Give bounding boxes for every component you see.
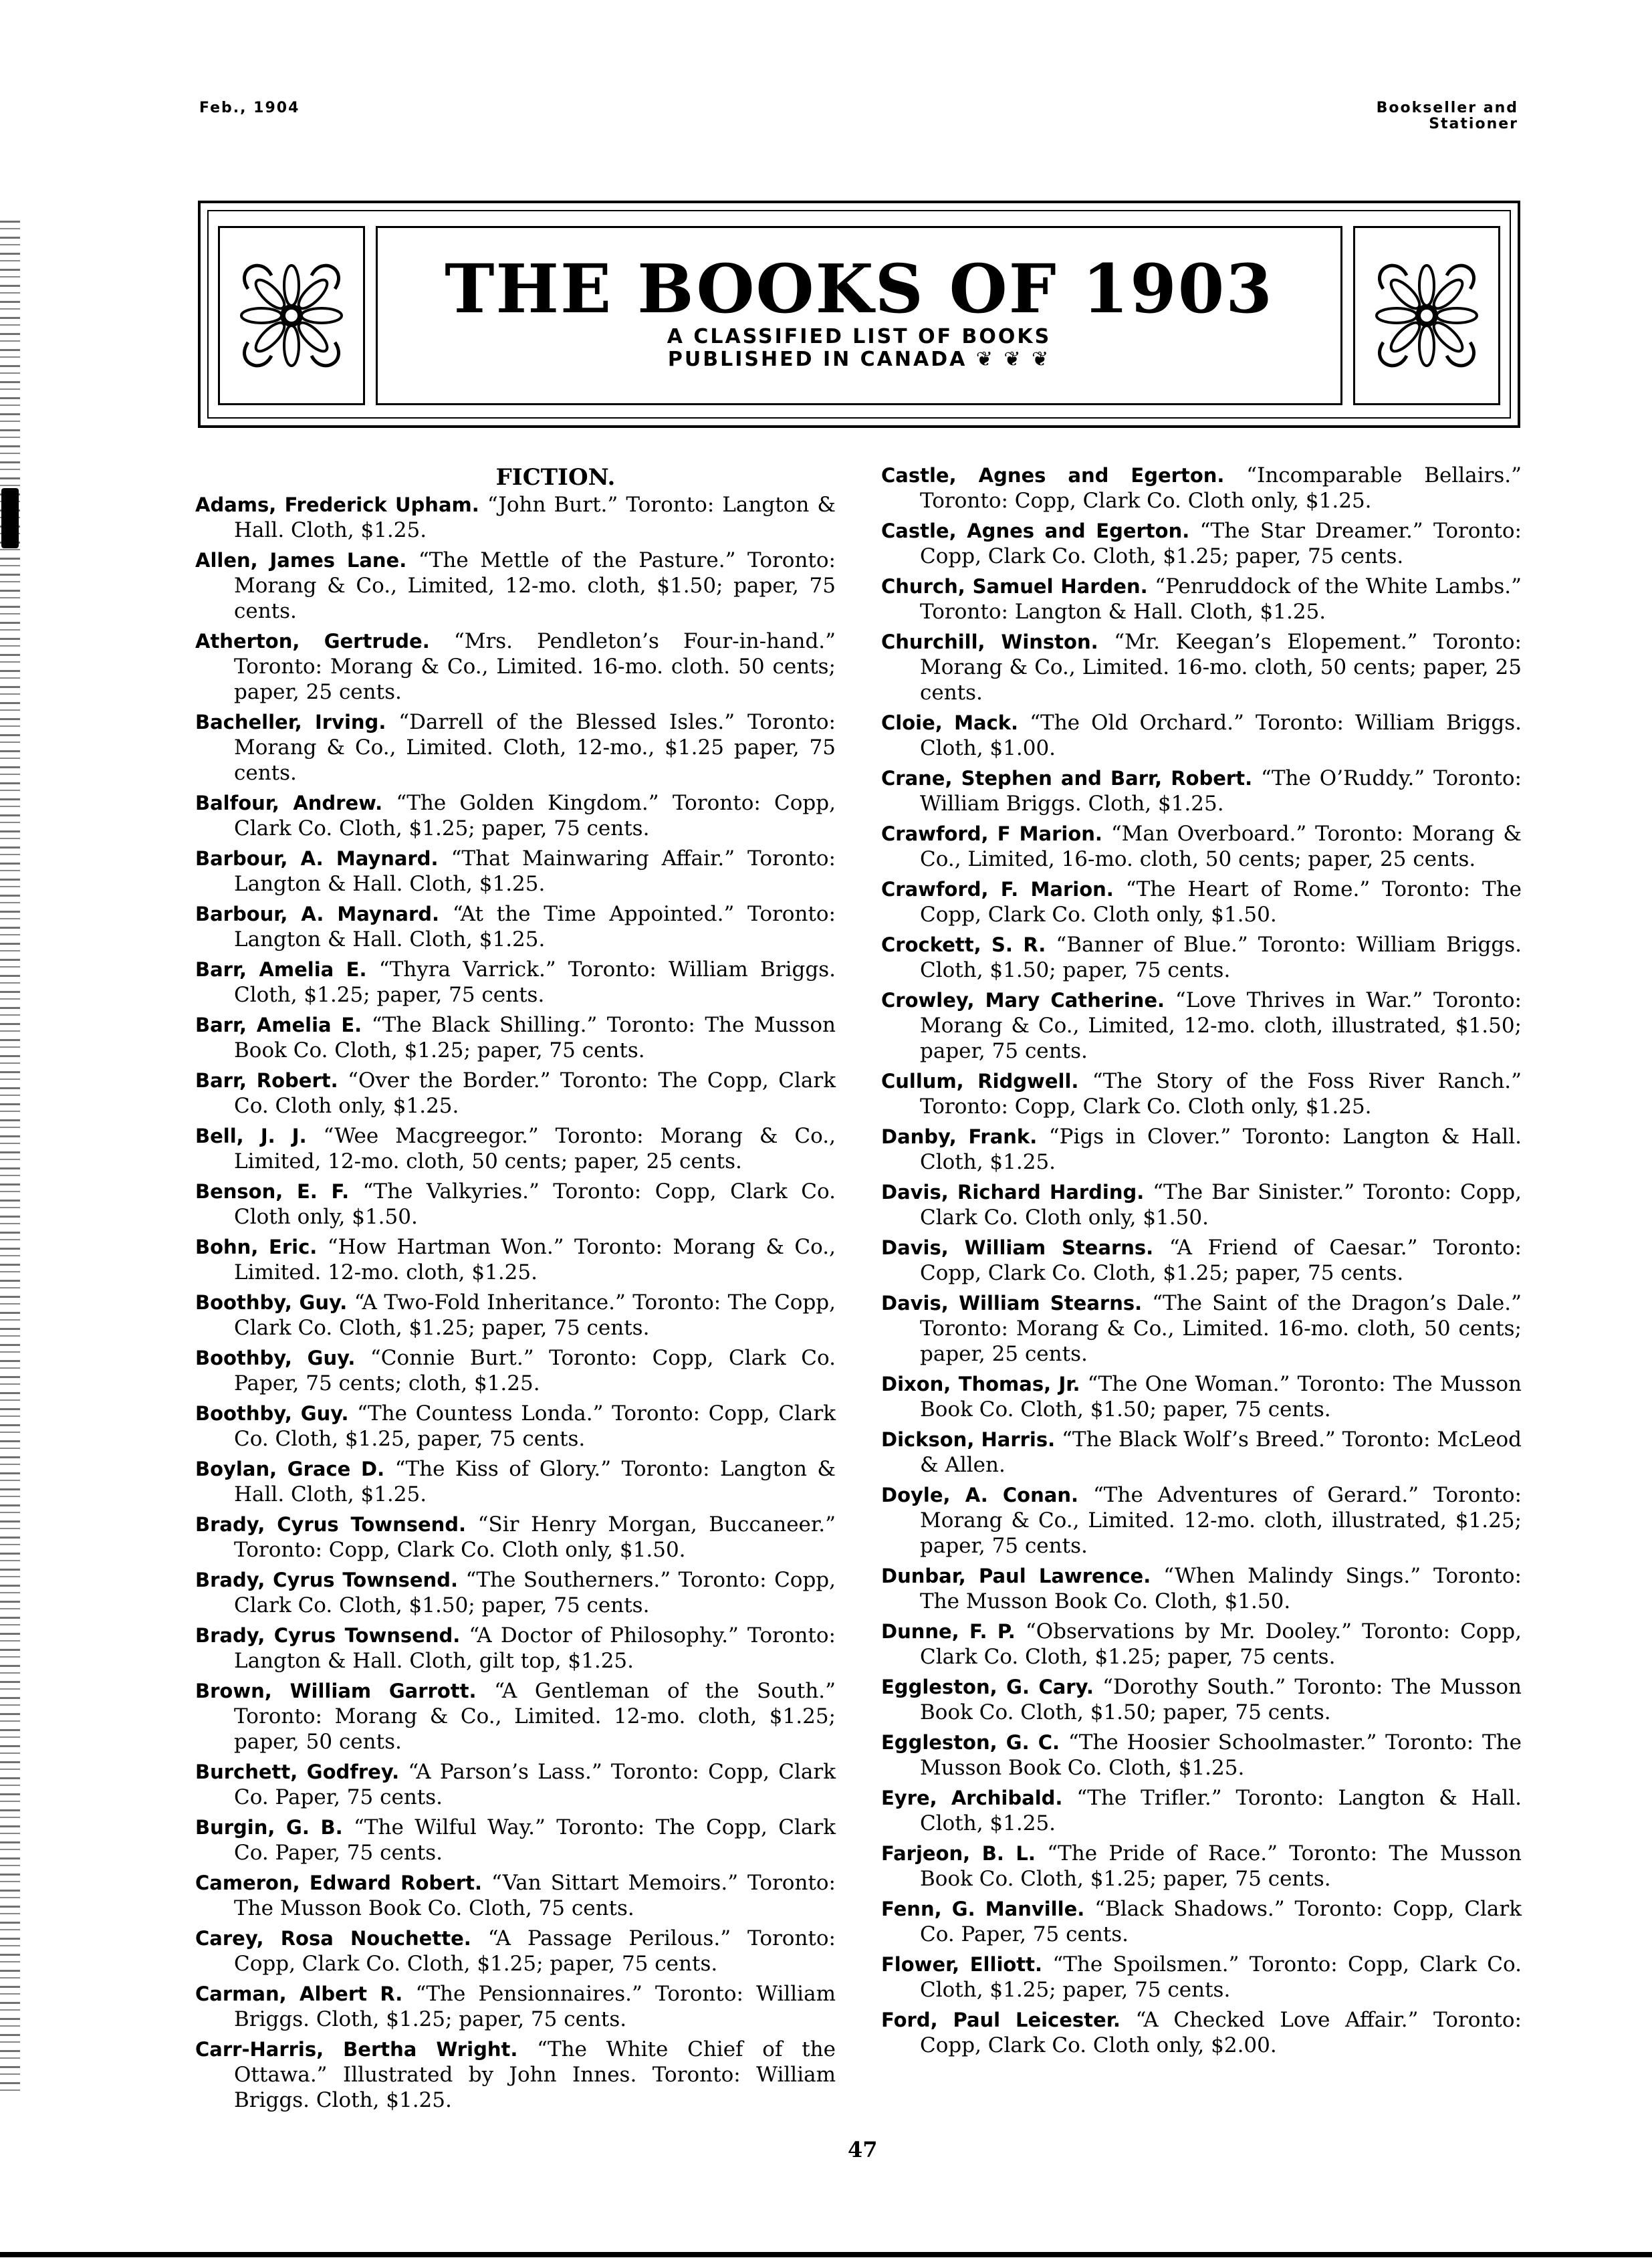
entry-details: “The Pride of Race.” Toronto: The Musson Book Co. Cloth, $1.25; paper, 75 cents.: [920, 1841, 1522, 1891]
entry-details: “The Hoosier Schoolmaster.” Toronto: The Musson Book Co. Cloth, $1.25.: [920, 1730, 1522, 1780]
entry-details: “Mrs. Pendleton’s Four-in-hand.” Toronto: Morang & Co., Limited. 16-mo. cloth. 50 cents; paper, 25 cents.: [234, 629, 836, 704]
entry-details: “Mr. Keegan’s Elopement.” Toronto: Morang & Co., Limited. 16-mo. cloth, 50 cents; paper, 25 cents.: [920, 630, 1522, 705]
entry-author: Benson, E. F.: [195, 1180, 350, 1203]
entry-details: “The Trifler.” Toronto: Langton & Hall. Cloth, $1.25.: [920, 1786, 1522, 1835]
entry-details: “Darrell of the Blessed Isles.” Toronto: Morang & Co., Limited. Cloth, 12-mo., $1.25 paper, 75 cents.: [234, 710, 836, 785]
entry-details: “The Pensionnaires.” Toronto: William Briggs. Cloth, $1.25; paper, 75 cents.: [234, 1982, 836, 2031]
entry-author: Barr, Robert.: [195, 1069, 338, 1092]
entry-details: “The White Chief of the Ottawa.” Illustrated by John Innes. Toronto: William Briggs. Cloth, $1.25.: [234, 2037, 836, 2112]
entry-author: Davis, William Stearns.: [881, 1292, 1143, 1315]
entry-author: Cameron, Edward Robert.: [195, 1872, 482, 1894]
entry-author: Davis, William Stearns.: [881, 1236, 1154, 1259]
entry-details: “Observations by Mr. Dooley.” Toronto: Copp, Clark Co. Cloth, $1.25; paper, 75 cents.: [920, 1619, 1522, 1669]
entry-author: Crockett, S. R.: [881, 933, 1046, 956]
book-entry: [195, 1815, 836, 1865]
entry-author: Churchill, Winston.: [881, 631, 1098, 653]
book-entry: [881, 821, 1522, 872]
running-head-date: Feb., 1904: [199, 100, 300, 116]
entry-author: Burchett, Godfrey.: [195, 1761, 400, 1783]
entry-author: Eggleston, G. C.: [881, 1731, 1060, 1754]
entry-author: Dunne, F. P.: [881, 1620, 1016, 1643]
book-entry: [881, 1179, 1522, 1230]
book-entry: [881, 1674, 1522, 1725]
entry-details: “The Spoilsmen.” Toronto: Copp, Clark Co. Cloth, $1.25; paper, 75 cents.: [920, 1952, 1522, 2002]
book-entry: [881, 1482, 1522, 1559]
book-entry: [195, 1512, 836, 1563]
book-entry: [881, 2007, 1522, 2058]
entry-author: Brown, William Garrott.: [195, 1680, 477, 1702]
entry-details: “A Two-Fold Inheritance.” Toronto: The Copp, Clark Co. Cloth, $1.25; paper, 75 cents.: [234, 1290, 836, 1340]
book-entry: [881, 932, 1522, 983]
entry-details: “The Bar Sinister.” Toronto: Copp, Clark Co. Cloth only, $1.50.: [920, 1180, 1522, 1230]
entry-details: “Dorothy South.” Toronto: The Musson Book Co. Cloth, $1.50; paper, 75 cents.: [920, 1675, 1522, 1724]
entry-author: Flower, Elliott.: [881, 1953, 1043, 1976]
book-entry: [195, 1870, 836, 1921]
book-entry: [881, 1124, 1522, 1175]
book-entry: [881, 574, 1522, 625]
entry-details: “Sir Henry Morgan, Buccaneer.” Toronto: Copp, Clark Co. Cloth only, $1.50.: [234, 1512, 836, 1562]
entry-author: Dunbar, Paul Lawrence.: [881, 1565, 1151, 1587]
flower-ornament-icon: [218, 226, 365, 405]
entry-author: Carr-Harris, Bertha Wright.: [195, 2038, 518, 2061]
book-entry: [881, 1371, 1522, 1422]
entry-details: “A Checked Love Affair.” Toronto: Copp, Clark Co. Cloth only, $2.00.: [920, 2008, 1522, 2057]
book-entry: [195, 1234, 836, 1285]
entry-details: “Love Thrives in War.” Toronto: Morang & Co., Limited, 12-mo. cloth, illustrated, $1.50; paper, 75 cents.: [920, 988, 1522, 1063]
entry-author: Doyle, A. Conan.: [881, 1484, 1078, 1506]
entry-author: Church, Samuel Harden.: [881, 575, 1148, 598]
entry-details: “The Star Dreamer.” Toronto: Copp, Clark Co. Cloth, $1.25; paper, 75 cents.: [920, 519, 1522, 568]
entry-author: Danby, Frank.: [881, 1125, 1038, 1148]
book-entry: [881, 710, 1522, 761]
entry-author: Boothby, Guy.: [195, 1347, 356, 1369]
entry-author: Crawford, F Marion.: [881, 822, 1102, 845]
entry-list-left: [195, 492, 836, 2113]
entry-details: “Man Overboard.” Toronto: Morang & Co., Limited, 16-mo. cloth, 50 cents; paper, 25 cents.: [920, 822, 1522, 871]
entry-author: Cloie, Mack.: [881, 711, 1019, 734]
entry-details: “The One Woman.” Toronto: The Musson Book Co. Cloth, $1.50; paper, 75 cents.: [920, 1372, 1522, 1422]
entry-details: “The Countess Londa.” Toronto: Copp, Clark Co. Cloth, $1.25, paper, 75 cents.: [234, 1401, 836, 1451]
book-entry: [881, 629, 1522, 705]
entry-details: “Connie Burt.” Toronto: Copp, Clark Co. Paper, 75 cents; cloth, $1.25.: [234, 1346, 836, 1395]
entry-author: Davis, Richard Harding.: [881, 1181, 1145, 1204]
book-entry: [195, 957, 836, 1008]
page-title: THE BOOKS OF 1903: [445, 249, 1274, 328]
entry-details: “Pigs in Clover.” Toronto: Langton & Hall. Cloth, $1.25.: [920, 1125, 1522, 1174]
entry-author: Carman, Albert R.: [195, 1983, 403, 2005]
entry-author: Farjeon, B. L.: [881, 1842, 1036, 1865]
book-entry: [881, 518, 1522, 569]
entry-author: Brady, Cyrus Townsend.: [195, 1513, 467, 1536]
book-entry: [881, 1730, 1522, 1781]
book-entry: [195, 709, 836, 786]
book-entry: [881, 988, 1522, 1064]
book-entry: [881, 1841, 1522, 1892]
book-entry: [881, 1785, 1522, 1836]
book-entry: [881, 1235, 1522, 1286]
book-entry: [195, 790, 836, 841]
banner-inner-frame: [207, 210, 1511, 419]
flower-ornament-icon: [1353, 226, 1500, 405]
entry-author: Barbour, A. Maynard.: [195, 903, 440, 925]
entry-author: Boylan, Grace D.: [195, 1458, 385, 1480]
book-entry: [195, 1981, 836, 2032]
entry-author: Boothby, Guy.: [195, 1402, 349, 1425]
entry-details: “John Burt.” Toronto: Langton & Hall. Cloth, $1.25.: [234, 493, 836, 542]
entry-details: “Banner of Blue.” Toronto: William Briggs. Cloth, $1.50; paper, 75 cents.: [920, 933, 1522, 982]
entry-author: Cullum, Ridgwell.: [881, 1070, 1079, 1093]
entry-details: “Wee Macgreegor.” Toronto: Morang & Co., Limited, 12-mo. cloth, 50 cents; paper, 25 cents.: [234, 1124, 836, 1173]
entry-author: Dickson, Harris.: [881, 1428, 1056, 1451]
book-entry: [195, 901, 836, 952]
book-entry: [881, 1896, 1522, 1947]
book-entry: [881, 1619, 1522, 1670]
book-entry: [881, 1952, 1522, 2003]
entry-list-right: [881, 463, 1522, 2058]
running-head-publication-line1: Bookseller and: [1376, 100, 1518, 116]
entry-details: “A Passage Perilous.” Toronto: Copp, Clark Co. Cloth, $1.25; paper, 75 cents.: [234, 1926, 836, 1976]
entry-details: “The Golden Kingdom.” Toronto: Copp, Clark Co. Cloth, $1.25; paper, 75 cents.: [234, 791, 836, 840]
entry-author: Crowley, Mary Catherine.: [881, 989, 1165, 1012]
title-box: [376, 226, 1342, 405]
entry-details: “A Friend of Caesar.” Toronto: Copp, Clark Co. Cloth, $1.25; paper, 75 cents.: [920, 1236, 1522, 1285]
book-entry: [195, 1179, 836, 1230]
entry-details: “That Mainwaring Affair.” Toronto: Langton & Hall. Cloth, $1.25.: [234, 846, 836, 896]
book-entry: [881, 1427, 1522, 1478]
entry-author: Brady, Cyrus Townsend.: [195, 1569, 458, 1591]
entry-details: “The Wilful Way.” Toronto: The Copp, Clark Co. Paper, 75 cents.: [234, 1815, 836, 1865]
book-entry: [195, 1926, 836, 1976]
book-entry: [195, 1623, 836, 1674]
book-entry: [195, 629, 836, 705]
entry-author: Barr, Amelia E.: [195, 1014, 362, 1036]
entry-details: “Black Shadows.” Toronto: Copp, Clark Co. Paper, 75 cents.: [920, 1897, 1522, 1946]
entry-author: Carey, Rosa Nouchette.: [195, 1927, 471, 1950]
book-entry: [881, 1563, 1522, 1614]
book-entry: [195, 1401, 836, 1452]
entry-author: Adams, Frederick Upham.: [195, 493, 479, 516]
entry-details: “The Black Wolf’s Breed.” Toronto: McLeod & Allen.: [920, 1428, 1522, 1477]
entry-author: Barbour, A. Maynard.: [195, 847, 439, 870]
entry-details: “When Malindy Sings.” Toronto: The Musson Book Co. Cloth, $1.50.: [920, 1564, 1522, 1613]
book-entry: [195, 1290, 836, 1341]
subtitle-line-1: A CLASSIFIED LIST OF BOOKS: [667, 325, 1052, 348]
right-column: [881, 463, 1522, 2063]
entry-author: Atherton, Gertrude.: [195, 630, 430, 653]
entry-author: Allen, James Lane.: [195, 549, 407, 572]
book-entry: [881, 463, 1522, 514]
book-entry: [195, 548, 836, 624]
book-entry: [881, 877, 1522, 927]
entry-details: “Over the Border.” Toronto: The Copp, Clark Co. Cloth only, $1.25.: [234, 1068, 836, 1118]
book-entry: [195, 1123, 836, 1174]
entry-details: “How Hartman Won.” Toronto: Morang & Co., Limited. 12-mo. cloth, $1.25.: [234, 1235, 836, 1284]
scan-blot: [1, 488, 19, 548]
section-heading: FICTION.: [495, 464, 616, 491]
running-head-publication-line2: Stationer: [1429, 116, 1518, 132]
entry-author: Castle, Agnes and Egerton.: [881, 520, 1190, 542]
entry-author: Bell, J. J.: [195, 1125, 307, 1147]
entry-details: “A Doctor of Philosophy.” Toronto: Langton & Hall. Cloth, gilt top, $1.25.: [234, 1623, 836, 1673]
entry-author: Ford, Paul Leicester.: [881, 2009, 1120, 2031]
entry-details: “The Adventures of Gerard.” Toronto: Morang & Co., Limited. 12-mo. cloth, illustrated, $1.25; paper, 75 cents.: [920, 1483, 1522, 1558]
entry-details: “The Black Shilling.” Toronto: The Musson Book Co. Cloth, $1.25; paper, 75 cents.: [234, 1013, 836, 1062]
entry-author: Crawford, F. Marion.: [881, 878, 1114, 901]
entry-details: “A Gentleman of the South.” Toronto: Morang & Co., Limited. 12-mo. cloth, $1.25; paper, 50 cents.: [234, 1679, 836, 1754]
entry-details: “Van Sittart Memoirs.” Toronto: The Musson Book Co. Cloth, 75 cents.: [234, 1871, 836, 1920]
entry-details: “The Saint of the Dragon’s Dale.” Toronto: Morang & Co., Limited. 16-mo. cloth, 50 cents; paper, 25 cents.: [920, 1291, 1522, 1366]
page-number: 47: [848, 2137, 878, 2162]
title-banner: [198, 201, 1520, 428]
book-entry: [195, 1567, 836, 1618]
entry-details: “At the Time Appointed.” Toronto: Langton & Hall. Cloth, $1.25.: [234, 902, 836, 951]
book-entry: [195, 846, 836, 897]
book-entry: [195, 1456, 836, 1507]
book-entry: [195, 1759, 836, 1810]
entry-details: “Thyra Varrick.” Toronto: William Briggs. Cloth, $1.25; paper, 75 cents.: [234, 957, 836, 1007]
book-entry: [881, 1290, 1522, 1367]
entry-details: “The Southerners.” Toronto: Copp, Clark Co. Cloth, $1.50; paper, 75 cents.: [234, 1568, 836, 1617]
entry-author: Castle, Agnes and Egerton.: [881, 464, 1225, 487]
entry-author: Eggleston, G. Cary.: [881, 1676, 1094, 1698]
book-entry: [195, 1678, 836, 1755]
entry-details: “The Mettle of the Pasture.” Toronto: Morang & Co., Limited, 12-mo. cloth, $1.50; paper, 75 cents.: [234, 548, 836, 623]
entry-author: Fenn, G. Manville.: [881, 1898, 1085, 1920]
entry-author: Bohn, Eric.: [195, 1236, 318, 1258]
entry-author: Brady, Cyrus Townsend.: [195, 1624, 461, 1647]
book-entry: [195, 1345, 836, 1396]
entry-author: Boothby, Guy.: [195, 1291, 348, 1314]
entry-details: “The Valkyries.” Toronto: Copp, Clark Co. Cloth only, $1.50.: [234, 1179, 836, 1229]
book-entry: [195, 1068, 836, 1119]
entry-details: “The O’Ruddy.” Toronto: William Briggs. Cloth, $1.25.: [920, 766, 1522, 816]
entry-details: “Incomparable Bellairs.” Toronto: Copp, Clark Co. Cloth only, $1.25.: [920, 463, 1522, 513]
entry-details: “Penruddock of the White Lambs.” Toronto: Langton & Hall. Cloth, $1.25.: [920, 574, 1522, 624]
book-entry: [195, 2037, 836, 2113]
entry-author: Barr, Amelia E.: [195, 958, 367, 981]
subtitle-line-2: PUBLISHED IN CANADA ❦ ❦ ❦: [667, 348, 1051, 371]
entry-author: Eyre, Archibald.: [881, 1787, 1063, 1809]
bottom-rule: [0, 2252, 1652, 2257]
entry-author: Burgin, G. B.: [195, 1816, 343, 1839]
entry-author: Balfour, Andrew.: [195, 792, 383, 814]
entry-details: “The Heart of Rome.” Toronto: The Copp, Clark Co. Cloth only, $1.50.: [920, 877, 1522, 927]
book-entry: [195, 492, 836, 543]
book-entry: [881, 766, 1522, 816]
entry-details: “A Parson’s Lass.” Toronto: Copp, Clark Co. Paper, 75 cents.: [234, 1760, 836, 1809]
running-head-publication: [1377, 100, 1518, 132]
entry-author: Bacheller, Irving.: [195, 711, 386, 733]
book-entry: [195, 1012, 836, 1063]
entry-author: Dixon, Thomas, Jr.: [881, 1373, 1080, 1395]
entry-details: “The Old Orchard.” Toronto: William Briggs. Cloth, $1.00.: [920, 711, 1522, 760]
book-entry: [881, 1068, 1522, 1119]
entry-author: Crane, Stephen and Barr, Robert.: [881, 767, 1253, 790]
left-column: [195, 463, 836, 2118]
entry-details: “The Story of the Foss River Ranch.” Toronto: Copp, Clark Co. Cloth only, $1.25.: [920, 1069, 1522, 1119]
entry-details: “The Kiss of Glory.” Toronto: Langton & Hall. Cloth, $1.25.: [234, 1457, 836, 1506]
